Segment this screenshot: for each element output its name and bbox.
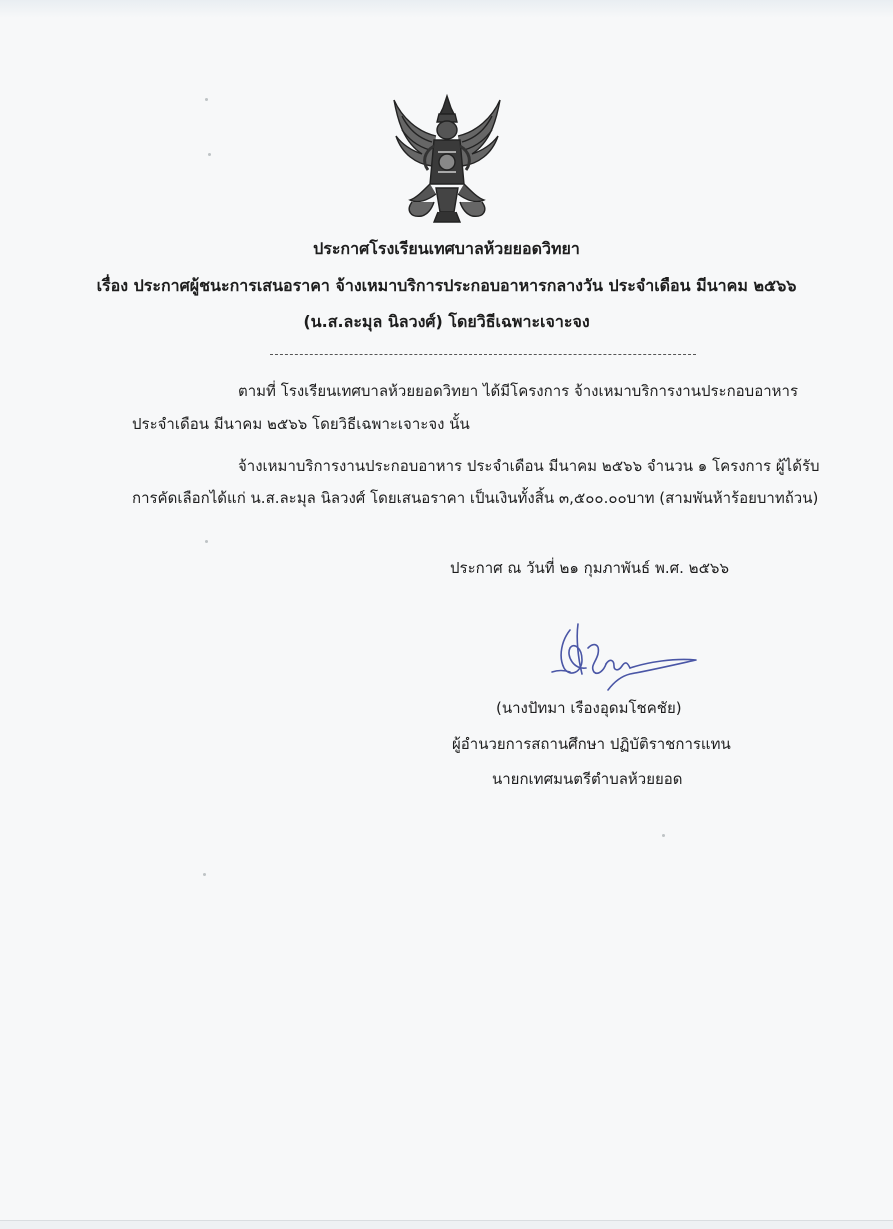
announcement-date: ประกาศ ณ วันที่ ๒๑ กุมภาพันธ์ พ.ศ. ๒๕๖๖: [450, 559, 729, 577]
garuda-emblem-icon: [388, 92, 506, 226]
signatory-position: ผู้อำนวยการสถานศึกษา ปฏิบัติราชการแทน: [452, 735, 731, 753]
header-divider: [270, 354, 696, 355]
scan-top-edge: [0, 0, 893, 18]
scan-bottom-edge: [0, 1220, 893, 1229]
signatory-name: (นางปัทมา เรืองอุดมโชคชัย): [496, 699, 682, 717]
announcement-title: ประกาศโรงเรียนเทศบาลห้วยยอดวิทยา: [313, 239, 580, 258]
scan-speck: [662, 834, 665, 837]
scan-speck: [203, 873, 206, 876]
paragraph-1-line-1: ตามที่ โรงเรียนเทศบาลห้วยยอดวิทยา ได้มีโครงการ จ้างเหมาบริการงานประกอบอาหาร: [238, 382, 798, 400]
announcement-subject: เรื่อง ประกาศผู้ชนะการเสนอราคา จ้างเหมาบริการประกอบอาหารกลางวัน ประจำเดือน มีนาคม ๒๕๖๖: [96, 276, 797, 295]
scan-speck: [205, 98, 208, 101]
scan-speck: [205, 540, 208, 543]
announcement-winner-method: (น.ส.ละมุล นิลวงศ์) โดยวิธีเฉพาะเจาะจง: [303, 312, 590, 331]
signatory-on-behalf: นายกเทศมนตรีตำบลห้วยยอด: [492, 770, 683, 788]
scan-speck: [208, 153, 211, 156]
paragraph-2-line-1: จ้างเหมาบริการงานประกอบอาหาร ประจำเดือน มีนาคม ๒๕๖๖ จำนวน ๑ โครงการ ผู้ได้รับ: [238, 457, 820, 475]
paragraph-2-line-2: การคัดเลือกได้แก่ น.ส.ละมุล นิลวงศ์ โดยเสนอราคา เป็นเงินทั้งสิ้น ๓,๕๐๐.๐๐บาท (สามพันห้าร้อยบาทถ้วน): [132, 489, 819, 507]
handwritten-signature: [548, 618, 704, 708]
paragraph-1-line-2: ประจำเดือน มีนาคม ๒๕๖๖ โดยวิธีเฉพาะเจาะจง นั้น: [132, 415, 470, 433]
